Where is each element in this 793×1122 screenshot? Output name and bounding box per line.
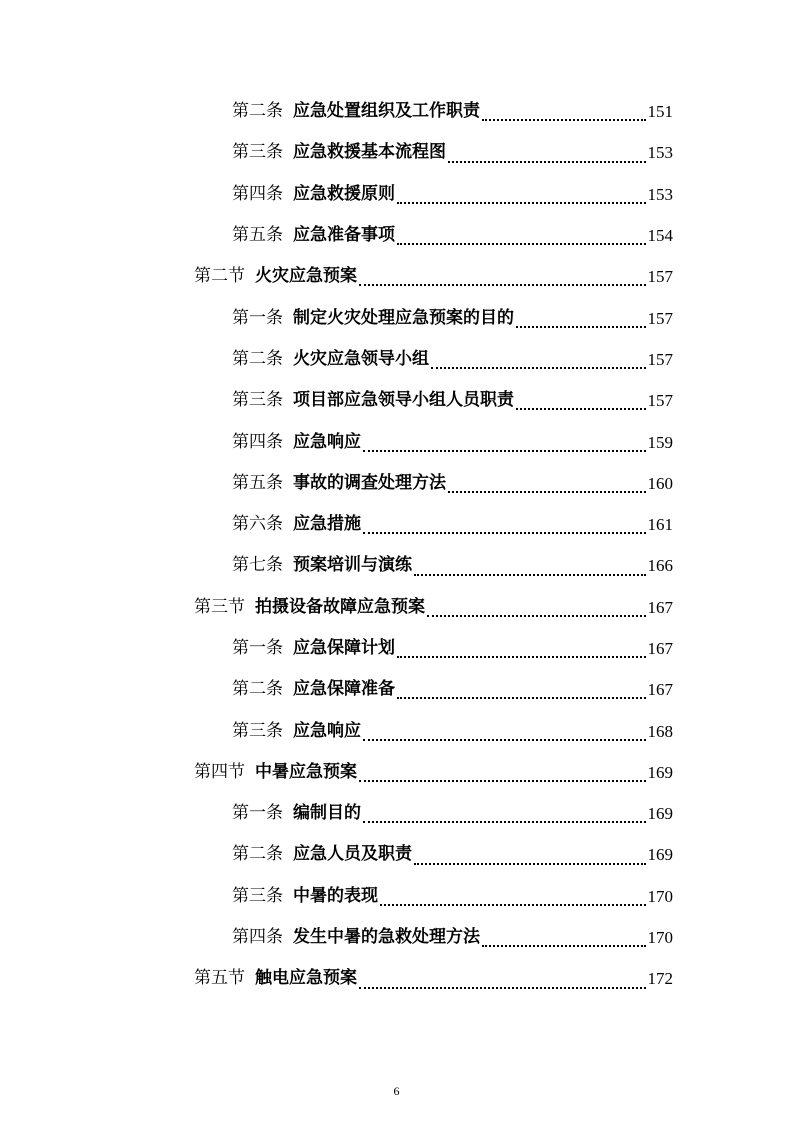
toc-entry-page: 166 bbox=[647, 556, 673, 576]
toc-entry[interactable] bbox=[0, 297, 793, 338]
toc-entry-number: 第二节 bbox=[194, 266, 245, 287]
toc-entry-page: 169 bbox=[647, 804, 673, 824]
toc-section-entry[interactable] bbox=[0, 958, 793, 999]
toc-entry-number: 第三条 bbox=[232, 885, 283, 906]
dot-leader bbox=[482, 944, 646, 947]
toc-entry-page: 170 bbox=[647, 928, 673, 948]
toc-entry[interactable] bbox=[0, 504, 793, 545]
toc-entry-number: 第四条 bbox=[232, 183, 283, 204]
dot-leader bbox=[359, 986, 646, 989]
toc-entry[interactable] bbox=[0, 91, 793, 132]
toc-entry-page: 153 bbox=[647, 184, 673, 204]
toc-entry-title: 项目部应急领导小组人员职责 bbox=[293, 390, 514, 411]
toc-section-entry[interactable] bbox=[0, 752, 793, 793]
toc-entry-number: 第一条 bbox=[232, 638, 283, 658]
dot-leader bbox=[359, 283, 646, 286]
toc-entry-title: 应急保障准备 bbox=[293, 679, 395, 700]
toc-entry-page: 157 bbox=[647, 391, 673, 411]
toc-entry[interactable] bbox=[0, 917, 793, 958]
toc-entry-page: 169 bbox=[647, 845, 673, 865]
dot-leader bbox=[448, 490, 646, 493]
dot-leader bbox=[359, 779, 646, 782]
toc-entry-title: 应急响应 bbox=[293, 431, 361, 452]
toc-entry-number: 第六条 bbox=[232, 514, 283, 535]
toc-entry-number: 第三节 bbox=[194, 596, 245, 617]
toc-entry-page: 160 bbox=[647, 473, 673, 493]
toc-entry-number: 第五条 bbox=[232, 472, 283, 493]
toc-entry-page: 167 bbox=[647, 680, 673, 700]
toc-entry[interactable] bbox=[0, 793, 793, 834]
dot-leader bbox=[363, 449, 646, 452]
toc-entry-number: 第三条 bbox=[232, 390, 283, 411]
toc-entry[interactable] bbox=[0, 215, 793, 256]
toc-entry-title: 应急救援基本流程图 bbox=[293, 142, 446, 163]
toc-entry-number: 第五条 bbox=[232, 225, 283, 246]
toc-entry-title: 事故的调查处理方法 bbox=[293, 472, 446, 493]
toc-entry[interactable] bbox=[0, 380, 793, 421]
toc-entry-title: 预案培训与演练 bbox=[293, 555, 412, 576]
dot-leader bbox=[427, 614, 646, 617]
toc-entry-number: 第四条 bbox=[232, 927, 283, 948]
toc-entry-page: 153 bbox=[647, 143, 673, 163]
toc-entry[interactable] bbox=[0, 339, 793, 380]
toc-entry-number: 第三条 bbox=[232, 142, 283, 163]
toc-entry-page: 154 bbox=[647, 226, 673, 246]
dot-leader bbox=[397, 696, 646, 699]
toc-entry[interactable] bbox=[0, 545, 793, 586]
table-of-contents bbox=[0, 91, 793, 1000]
dot-leader bbox=[448, 160, 646, 163]
dot-leader bbox=[414, 862, 646, 865]
toc-entry-title: 应急处置组织及工作职责 bbox=[293, 101, 480, 122]
toc-entry[interactable] bbox=[0, 132, 793, 173]
dot-leader bbox=[380, 903, 646, 906]
toc-entry-number: 第二条 bbox=[232, 101, 283, 122]
dot-leader bbox=[431, 366, 646, 369]
toc-entry-title: 发生中暑的急救处理方法 bbox=[293, 927, 480, 948]
toc-entry-number: 第二条 bbox=[232, 844, 283, 865]
toc-entry-page: 167 bbox=[647, 639, 673, 658]
toc-entry-title: 应急保障计划 bbox=[293, 638, 395, 658]
toc-entry-page: 167 bbox=[647, 597, 673, 617]
toc-entry-title: 制定火灾处理应急预案的目的 bbox=[293, 307, 514, 328]
toc-entry-number: 第二条 bbox=[232, 348, 283, 369]
toc-entry-number: 第五节 bbox=[194, 968, 245, 989]
toc-entry-title: 中暑应急预案 bbox=[255, 761, 357, 782]
toc-entry[interactable] bbox=[0, 834, 793, 875]
toc-entry-number: 第七条 bbox=[232, 555, 283, 576]
toc-entry[interactable] bbox=[0, 174, 793, 215]
dot-leader bbox=[363, 738, 646, 741]
toc-entry[interactable] bbox=[0, 669, 793, 710]
toc-entry[interactable] bbox=[0, 710, 793, 751]
toc-entry[interactable] bbox=[0, 421, 793, 462]
toc-entry-number: 第四节 bbox=[194, 761, 245, 782]
toc-entry-page: 168 bbox=[647, 721, 673, 741]
toc-entry-number: 第一条 bbox=[232, 803, 283, 824]
toc-entry-page: 170 bbox=[647, 886, 673, 906]
toc-entry-number: 第二条 bbox=[232, 679, 283, 700]
dot-leader bbox=[516, 407, 646, 410]
toc-entry[interactable] bbox=[0, 876, 793, 917]
dot-leader bbox=[516, 325, 646, 328]
dot-leader bbox=[363, 531, 646, 534]
toc-entry-title: 火灾应急领导小组 bbox=[293, 348, 429, 369]
toc-entry-page: 172 bbox=[647, 969, 673, 989]
toc-entry-page: 161 bbox=[647, 515, 673, 535]
toc-section-entry[interactable] bbox=[0, 256, 793, 297]
dot-leader bbox=[397, 242, 646, 245]
dot-leader bbox=[363, 820, 646, 823]
toc-entry-page: 157 bbox=[647, 267, 673, 287]
toc-entry-title: 中暑的表现 bbox=[293, 885, 378, 906]
toc-entry[interactable] bbox=[0, 463, 793, 504]
toc-section-entry[interactable] bbox=[0, 587, 793, 628]
toc-entry-number: 第一条 bbox=[232, 307, 283, 328]
toc-entry-title: 火灾应急预案 bbox=[255, 266, 357, 287]
toc-entry-title: 应急救援原则 bbox=[293, 183, 395, 204]
page-number: 6 bbox=[393, 1084, 400, 1098]
dot-leader bbox=[414, 573, 646, 576]
dot-leader bbox=[397, 655, 646, 658]
dot-leader bbox=[397, 201, 646, 204]
toc-entry-number: 第三条 bbox=[232, 720, 283, 741]
toc-entry-title: 触电应急预案 bbox=[255, 968, 357, 989]
toc-entry-page: 157 bbox=[647, 349, 673, 369]
toc-entry-number: 第四条 bbox=[232, 431, 283, 452]
toc-entry-page: 169 bbox=[647, 762, 673, 782]
toc-entry-page: 151 bbox=[647, 102, 673, 122]
toc-entry-title: 拍摄设备故障应急预案 bbox=[255, 596, 425, 617]
toc-entry-title: 应急措施 bbox=[293, 514, 361, 535]
toc-entry-title: 编制目的 bbox=[293, 803, 361, 824]
toc-entry-page: 159 bbox=[647, 432, 673, 452]
toc-entry-page: 157 bbox=[647, 308, 673, 328]
toc-entry-title: 应急响应 bbox=[293, 720, 361, 741]
toc-entry[interactable] bbox=[0, 628, 793, 669]
toc-entry-title: 应急人员及职责 bbox=[293, 844, 412, 865]
toc-entry-title: 应急准备事项 bbox=[293, 225, 395, 246]
dot-leader bbox=[482, 118, 646, 121]
